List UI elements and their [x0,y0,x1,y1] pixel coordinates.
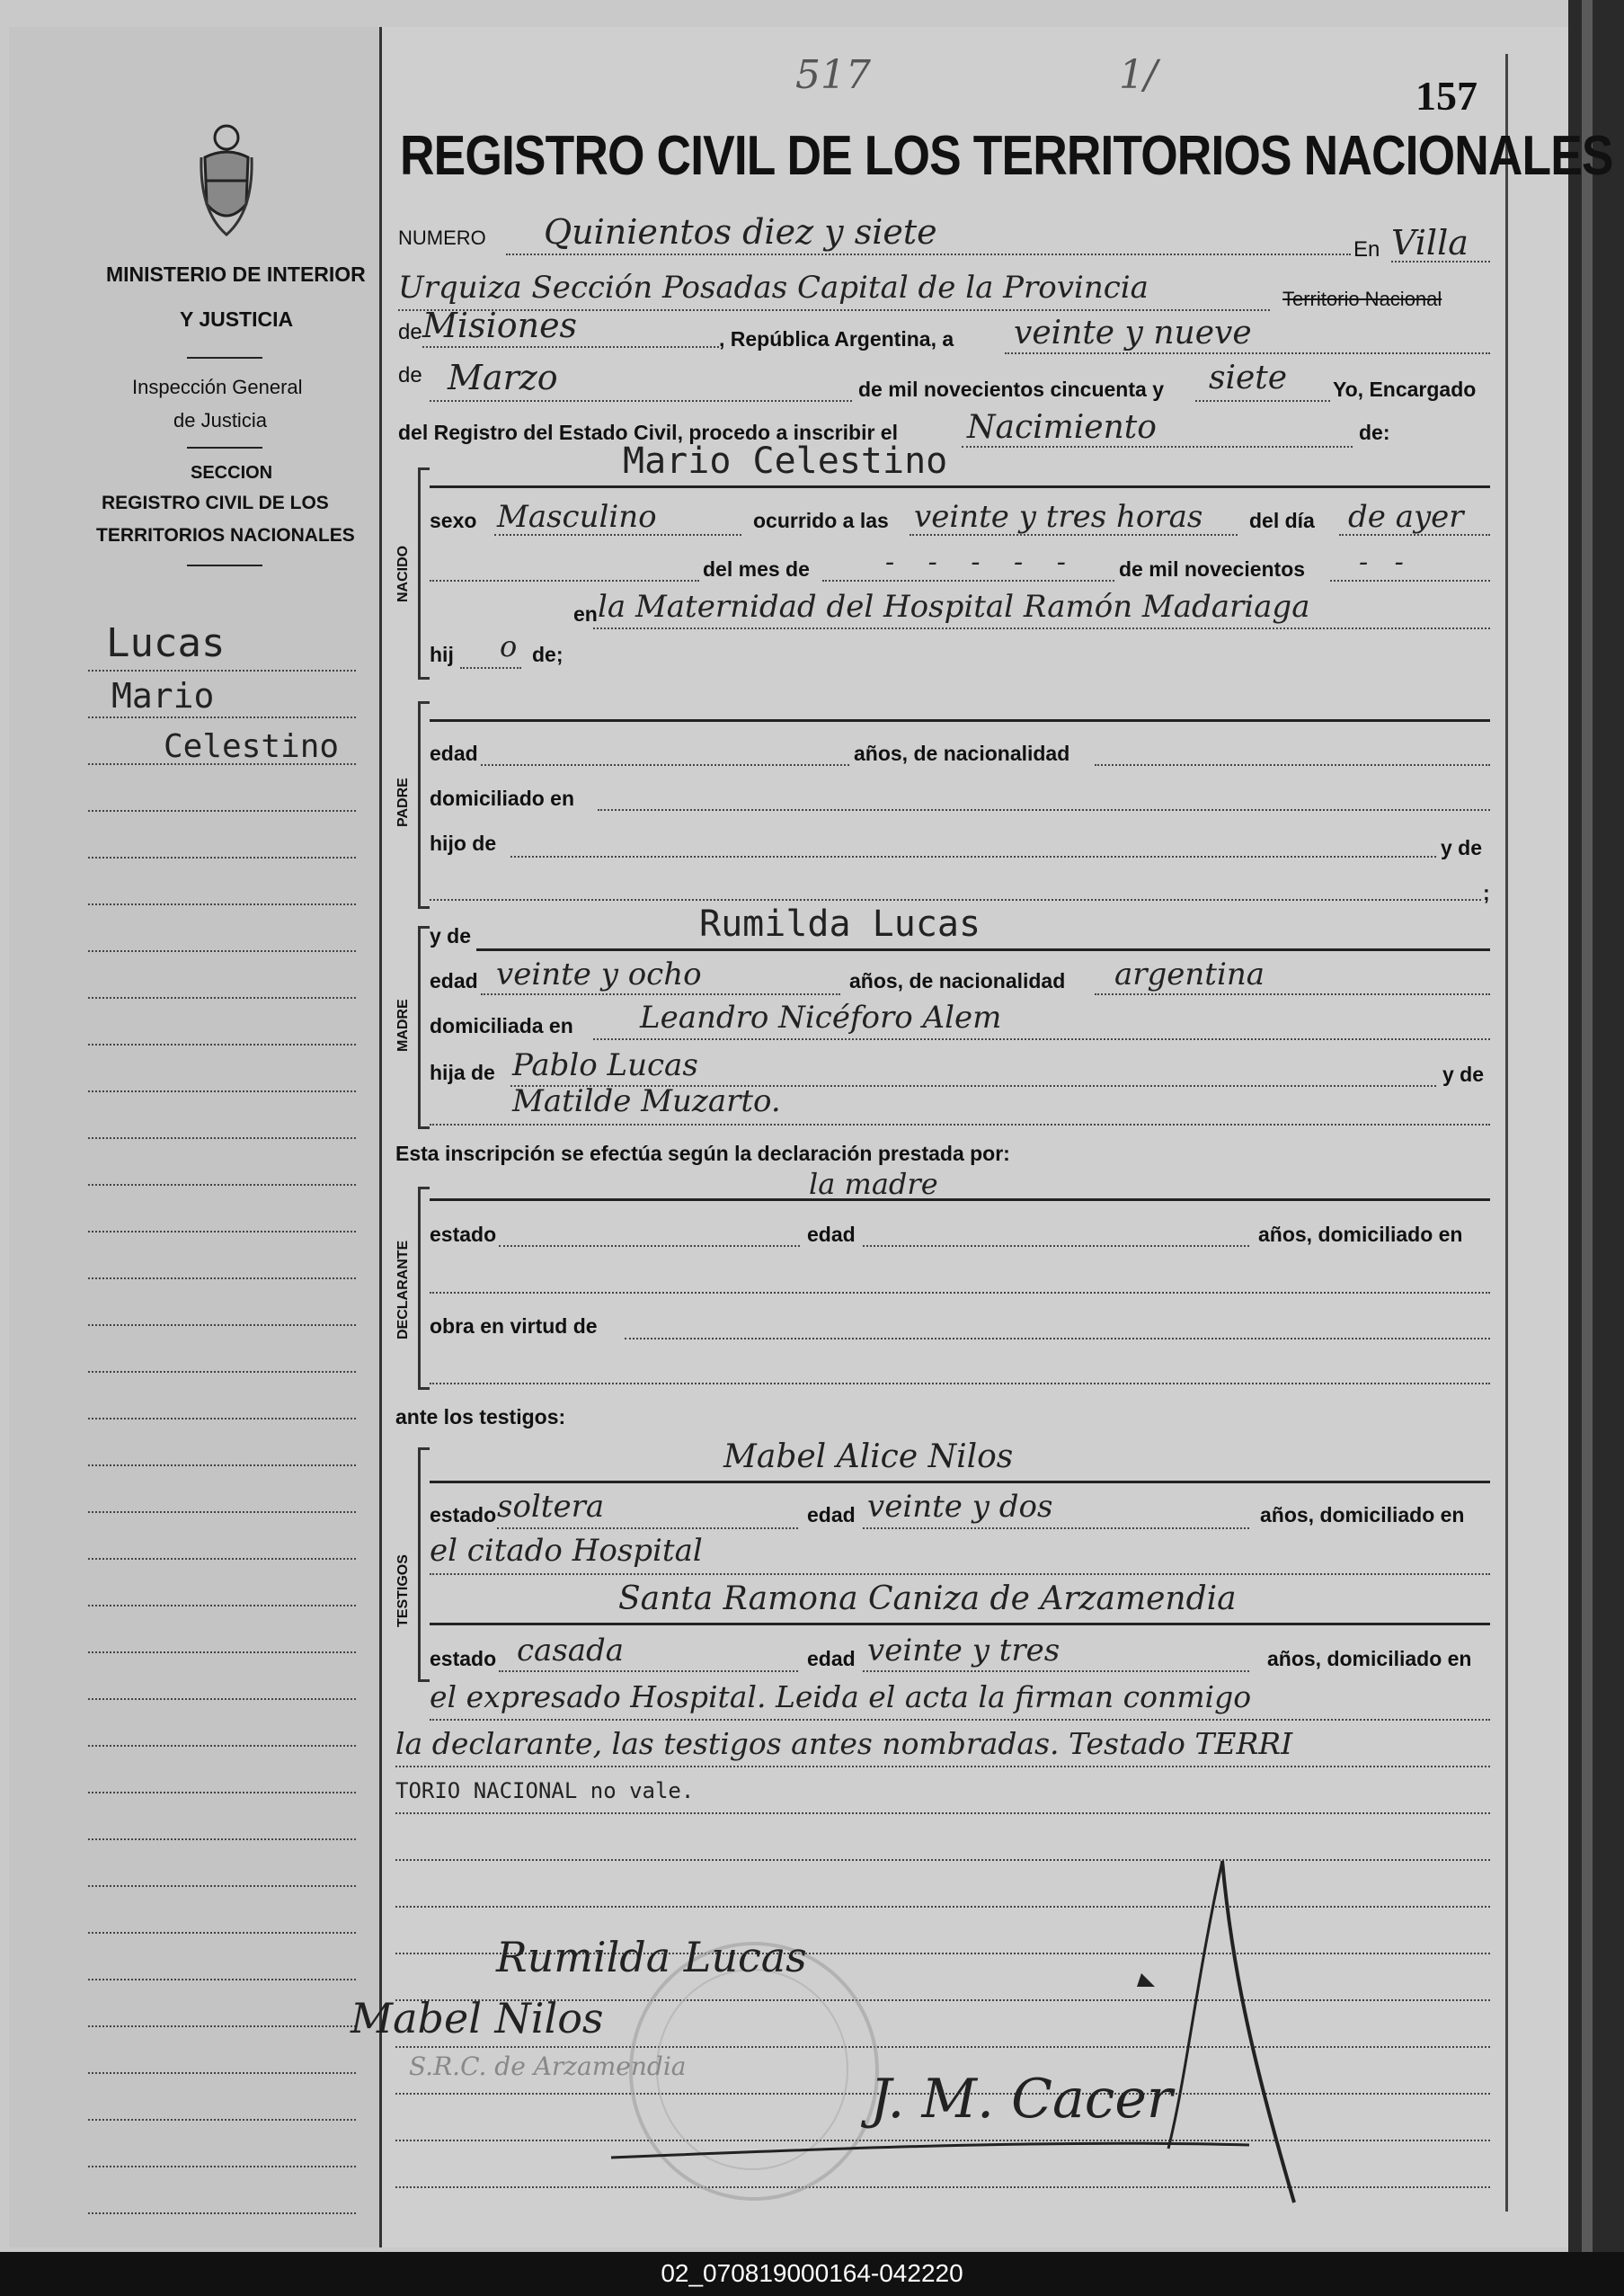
ministry-line-2: Y JUSTICIA [180,307,294,331]
padre-yde-label: y de [1441,836,1483,859]
dotted-line [1330,580,1490,582]
dotted-line [1195,400,1330,402]
dotted-line [430,1292,1490,1294]
madre-yde2-label: y de [1442,1063,1485,1086]
year-value: siete [1209,360,1288,396]
madre-anos-label: años, de nacionalidad [849,969,1066,992]
witness2-anos-label: años, domiciliado en [1267,1647,1472,1670]
ruling-line [88,2166,356,2167]
birthplace-value: la Maternidad del Hospital Ramón Madariaga [598,589,1310,625]
dotted-line [1095,993,1490,995]
ocurrido-value: veinte y tres horas [914,499,1203,535]
ruling-line [88,2025,356,2027]
ruling-line [88,1464,356,1466]
yo-label: Yo, Encargado [1333,378,1477,401]
deldia-label: del día [1249,509,1315,532]
province-value: Misiones [422,306,578,345]
coat-of-arms-icon [200,121,253,238]
padre-anos-label: años, de nacionalidad [854,742,1070,765]
image-code: 02_070819000164-042220 [661,2259,963,2287]
ruling-line [88,2212,356,2214]
solid-rule [430,1198,1490,1201]
ruling-line [88,1979,356,1980]
witness2-estado-label: estado [430,1647,497,1670]
folio-handwritten: 517 [795,52,871,98]
signature-registrar: J. M. Cacer [870,2068,1173,2131]
section-line-2: REGISTRO CIVIL DE LOS [102,493,329,513]
dotted-line [494,534,741,536]
de2-label: de [398,363,422,387]
dotted-line [593,627,1490,629]
de3-label: de: [1359,421,1390,444]
madre-nac-value: argentina [1114,957,1265,992]
milnov-value: - - [1359,547,1413,578]
dotted-line [430,1383,1490,1384]
declaracion-text: Esta inscripción se efectúa según la declaración prestada por: [395,1142,1010,1165]
dotted-line [395,1766,1490,1767]
dotted-line [499,1670,798,1672]
ruling-line [88,857,356,859]
nacido-side-label: NACIDO [395,545,411,602]
ruling-line [88,1698,356,1700]
en-value: Villa [1391,223,1469,263]
dotted-line [910,534,1238,536]
month-value: Marzo [448,358,558,397]
padre-side-label: PADRE [395,778,411,827]
ruling-line [88,670,356,672]
ruling-line [88,2072,356,2074]
dotted-line [593,1038,1490,1040]
ruling-line [88,1838,356,1840]
madre-hija-value: Pablo Lucas [512,1047,698,1083]
witness2-name: Santa Ramona Caniza de Arzamendia [618,1580,1237,1617]
padre-bracket [418,701,430,909]
declarante-side-label: DECLARANTE [395,1240,411,1339]
ruling-line [88,716,356,718]
declaracion-value: la madre [809,1167,938,1201]
ruling-line [88,1044,356,1046]
republica-label: , República Argentina, a [719,327,954,351]
closing-line-1: el expresado Hospital. Leida el acta la firman conmigo [430,1679,1252,1714]
madre-edad-label: edad [430,969,478,992]
dotted-line [822,580,1114,582]
closing-line-2: la declarante, las testigos antes nombradas. Testado TERRI [395,1726,1293,1761]
ruling-line [395,1812,1490,1814]
section-line-1: SECCION [191,463,273,483]
declarante-edad-label: edad [807,1223,856,1246]
madre-dom-value: Leandro Nicéforo Alem [640,1000,1002,1036]
madre-mother-value: Matilde Muzarto. [512,1083,781,1119]
dotted-line [460,667,521,669]
signature-stamp-text: S.R.C. de Arzamendia [409,2051,687,2081]
ruling-line [88,1511,356,1513]
dotted-line [430,1124,1490,1126]
separator-line [187,565,262,566]
ruling-line [88,1231,356,1233]
mes-value: - - - - - [885,547,1078,578]
day-value: veinte y nueve [1014,315,1252,352]
dotted-line [1005,352,1490,354]
register-title: REGISTRO CIVIL DE LOS TERRITORIOS NACIONALES [400,125,1613,187]
signature-witness: Mabel Nilos [351,1994,604,2042]
dotted-line [430,400,852,402]
nacido-bracket [418,467,430,680]
ruling-line [88,1558,356,1560]
witness1-estado-label: estado [430,1503,497,1526]
closing-line-3: TORIO NACIONAL no vale. [395,1778,695,1803]
witness2-edad-label: edad [807,1647,856,1670]
dotted-line [1391,261,1490,263]
declarante-bracket [418,1187,430,1390]
dotted-line [430,1573,1490,1575]
declarante-estado-label: estado [430,1223,497,1246]
witness1-name: Mabel Alice Nilos [723,1438,1014,1475]
solid-rule [430,485,1490,488]
ruling-line [88,1277,356,1279]
testigos-intro: ante los testigos: [395,1405,566,1428]
declarante-obra-label: obra en virtud de [430,1314,598,1338]
dotted-line [863,1527,1249,1529]
dotted-line [481,993,840,995]
dotted-line [962,446,1353,448]
de-label: de [398,320,422,344]
solid-rule [430,1623,1490,1625]
dotted-line [1095,764,1490,766]
mark-handwritten: 1/ [1119,52,1158,98]
margin-second-name: Celestino [164,728,340,765]
place-line: Urquiza Sección Posadas Capital de la Provincia [398,270,1149,306]
ruling-line [88,903,356,905]
signature-flourish [602,1852,1321,2211]
dotted-line [430,580,699,582]
padre-end-mark: ; [1483,881,1490,904]
witness1-estado-value: soltera [497,1489,605,1525]
ruling-line [88,1651,356,1653]
solid-rule [430,719,1490,722]
dotted-line [506,254,1351,255]
sexo-label: sexo [430,509,477,532]
separator-line [187,447,262,449]
deldia-value: de ayer [1348,499,1464,535]
ruling-line [88,810,356,812]
en-label: En [1353,237,1380,262]
solid-rule [476,948,1490,951]
dotted-line [863,1670,1249,1672]
ruling-line [88,950,356,952]
witness1-edad-value: veinte y dos [867,1489,1053,1525]
ruling-line [88,1885,356,1887]
registro-label: del Registro del Estado Civil, procedo a inscribir el [398,421,898,444]
ruling-line [88,1184,356,1186]
madre-edad-value: veinte y ocho [496,957,702,992]
dotted-line [625,1338,1490,1339]
dotted-line [863,1245,1249,1247]
madre-hija-label: hija de [430,1061,495,1084]
dotted-line [598,809,1490,811]
madre-dom-label: domiciliada en [430,1014,573,1037]
dotted-line [497,1527,798,1529]
witness1-anos-label: años, domiciliado en [1260,1503,1465,1526]
child-name: Mario Celestino [623,441,948,482]
witness1-edad-label: edad [807,1503,856,1526]
territorio-label: Territorio Nacional [1282,288,1442,310]
padre-dom-label: domiciliado en [430,787,575,810]
witness1-dom-value: el citado Hospital [430,1533,703,1569]
dotted-line [481,764,849,766]
column-divider [379,27,382,2247]
milnov-label: de mil novecientos [1119,557,1306,581]
book-spine [1568,0,1624,2252]
declarante-anos-label: años, domiciliado en [1258,1223,1463,1246]
separator-line [187,357,262,359]
ruling-line [88,1932,356,1934]
image-footer [0,2252,1624,2296]
book-spine-edge [1582,0,1593,2252]
inspection-line-2: de Justicia [173,409,267,432]
testigos-side-label: TESTIGOS [395,1554,411,1627]
dotted-line [499,1245,800,1247]
ruling-line [88,1371,356,1373]
ruling-line [88,1792,356,1793]
ruling-line [88,1137,356,1139]
inspection-line-1: Inspección General [132,376,303,398]
dotted-line [510,856,1436,858]
testigos-bracket [418,1447,430,1682]
numero-value: Quinientos diez y siete [544,212,937,252]
en-place-label: en [573,602,598,626]
ruling-line [88,1605,356,1606]
hij-de-label: de; [532,643,564,666]
margin-surname: Lucas [106,620,226,666]
solid-rule [430,1481,1490,1483]
page-number: 157 [1415,73,1478,119]
ruling-line [88,1324,356,1326]
madre-yde-label: y de [430,924,472,948]
padre-edad-label: edad [430,742,478,765]
madre-side-label: MADRE [395,999,411,1052]
hij-label: hij [430,643,454,666]
witness2-estado-value: casada [517,1633,625,1669]
year-label: de mil novecientos cincuenta y [858,378,1164,401]
witness2-edad-value: veinte y tres [867,1633,1060,1669]
margin-first-name: Mario [111,676,215,716]
right-margin-rule [1505,54,1508,2211]
dotted-line [1339,534,1490,536]
dotted-line [430,899,1481,901]
dotted-line [430,1719,1490,1721]
section-line-3: TERRITORIOS NACIONALES [96,525,355,546]
madre-bracket [418,926,430,1129]
sexo-value: Masculino [497,499,657,535]
ruling-line [88,997,356,999]
signature-mother: Rumilda Lucas [496,1933,807,1981]
ruling-line [88,1745,356,1747]
ruling-line [88,1418,356,1419]
mother-name: Rumilda Lucas [699,903,981,945]
numero-label: NUMERO [398,227,486,249]
ruling-line [88,1090,356,1092]
ruling-line [88,2119,356,2121]
padre-hijo-label: hijo de [430,832,497,855]
dotted-line [422,346,719,348]
ministry-line-1: MINISTERIO DE INTERIOR [106,263,366,286]
registro-value: Nacimiento [967,409,1157,446]
mes-label: del mes de [703,557,810,581]
ocurrido-label: ocurrido a las [753,509,889,532]
ruling-line [88,763,356,765]
hij-value: o [500,629,518,663]
